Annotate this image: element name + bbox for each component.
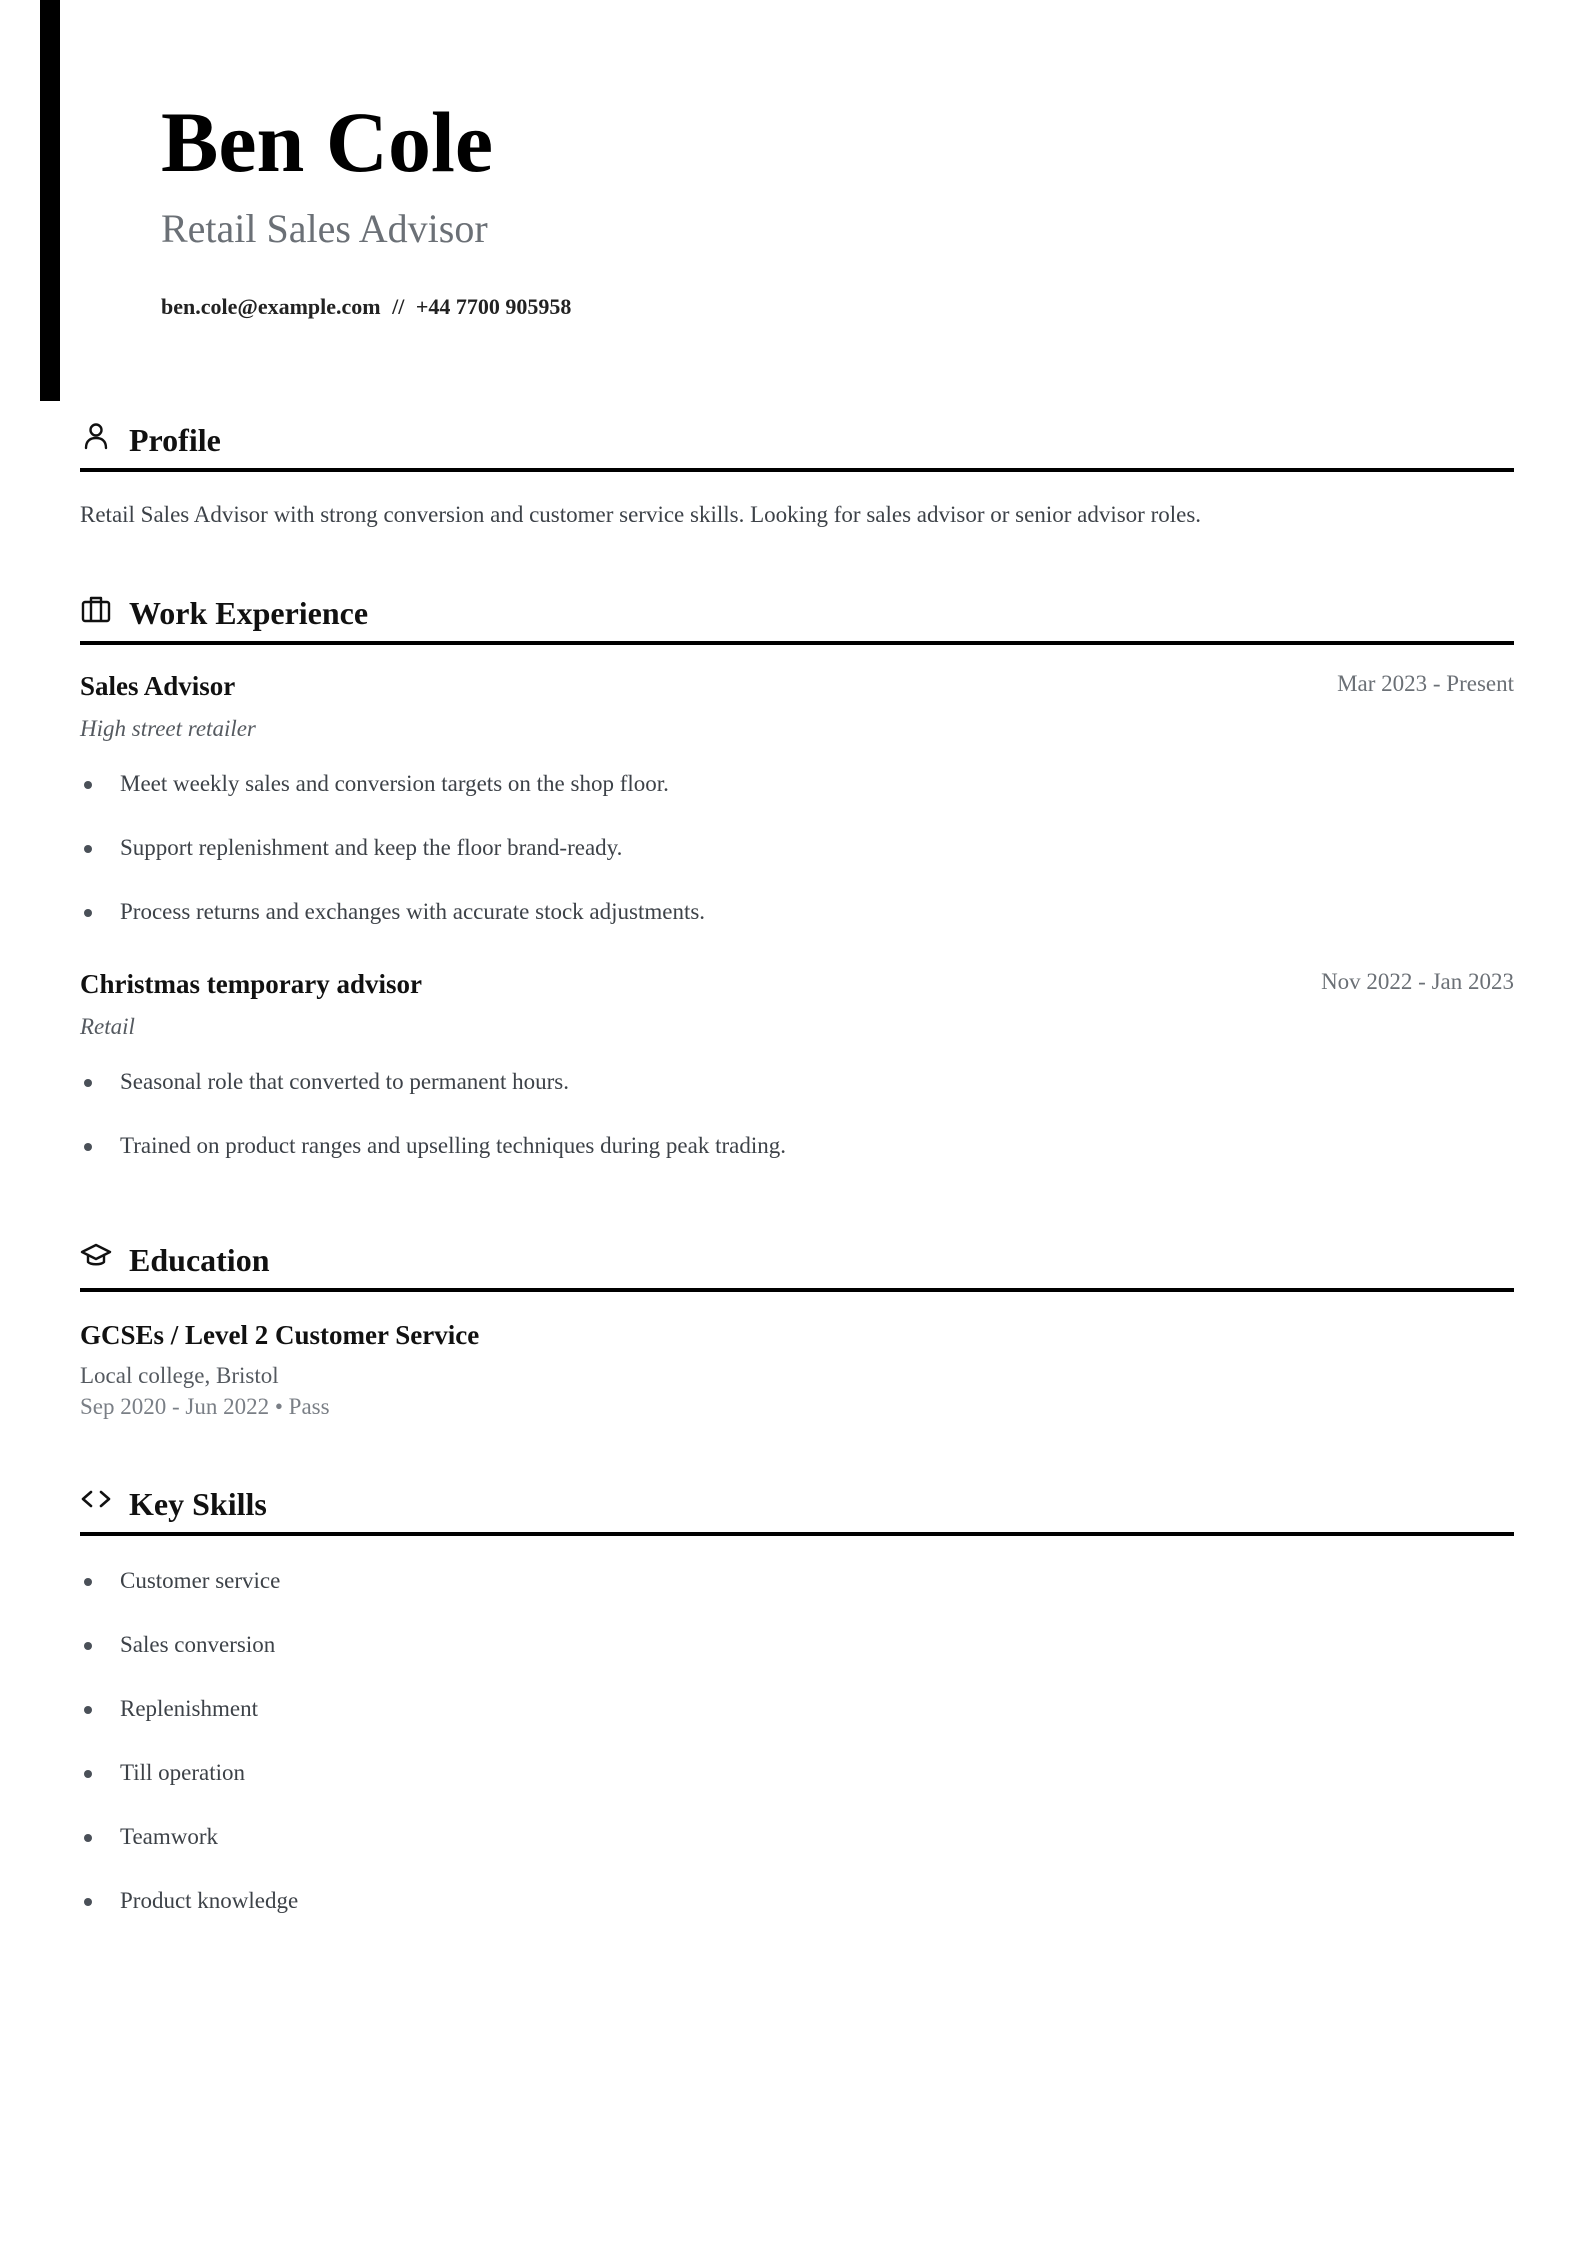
list-item: Meet weekly sales and conversion targets on the shop floor. [80, 769, 1514, 833]
skills-section [80, 1476, 1514, 1950]
profile-heading: Profile [129, 422, 221, 458]
job-bullets [80, 769, 1514, 961]
job-entry [80, 967, 1514, 1195]
profile-section [80, 412, 1514, 530]
education-entry [80, 1318, 1514, 1421]
experience-section [80, 585, 1514, 1195]
list-item: Support replenishment and keep the floor brand-ready. [80, 833, 1514, 897]
job-company: Retail [80, 1014, 135, 1039]
skills-section-header [80, 1476, 1514, 1536]
profile-summary: Retail Sales Advisor with strong conversion and customer service skills. Looking for sales advisor or senior advisor roles. [80, 502, 1202, 527]
skill-item: Teamwork [80, 1822, 1514, 1886]
education-degree: GCSEs / Level 2 Customer Service [80, 1320, 480, 1350]
education-heading: Education [129, 1242, 270, 1278]
briefcase-icon [80, 593, 112, 625]
accent-bar [40, 0, 60, 401]
experience-section-header [80, 585, 1514, 645]
list-item: Seasonal role that converted to permanent hours. [80, 1067, 1514, 1131]
job-entry [80, 669, 1514, 961]
list-item: Process returns and exchanges with accurate stock adjustments. [80, 897, 1514, 961]
skills-list [80, 1566, 1514, 1950]
list-item: Trained on product ranges and upselling techniques during peak trading. [80, 1131, 1514, 1195]
job-role: Christmas temporary advisor [80, 969, 422, 999]
education-section-header [80, 1232, 1514, 1292]
skill-item: Till operation [80, 1758, 1514, 1822]
skill-item: Replenishment [80, 1694, 1514, 1758]
job-bullets [80, 1067, 1514, 1195]
contact-phone[interactable]: +44 7700 905958 [415, 294, 572, 319]
contact-line [161, 294, 571, 320]
education-dates: Sep 2020 - Jun 2022 • Pass [80, 1394, 330, 1419]
skill-item: Sales conversion [80, 1630, 1514, 1694]
job-dates: Mar 2023 - Present [1337, 671, 1514, 696]
resume-header [161, 92, 571, 320]
experience-heading: Work Experience [129, 595, 369, 631]
job-company: High street retailer [80, 716, 256, 741]
skill-item: Customer service [80, 1566, 1514, 1630]
education-section [80, 1232, 1514, 1421]
job-role: Sales Advisor [80, 671, 236, 701]
job-dates: Nov 2022 - Jan 2023 [1321, 969, 1514, 994]
skills-heading: Key Skills [129, 1486, 267, 1522]
code-icon [80, 1484, 112, 1516]
person-icon [80, 420, 112, 452]
education-school: Local college, Bristol [80, 1363, 279, 1388]
candidate-title: Retail Sales Advisor [161, 206, 488, 251]
profile-section-header [80, 412, 1514, 472]
contact-separator: // [392, 294, 405, 319]
graduation-cap-icon [80, 1240, 112, 1272]
contact-email[interactable]: ben.cole@example.com [161, 294, 381, 319]
candidate-name: Ben Cole [161, 94, 494, 190]
skill-item: Product knowledge [80, 1886, 1514, 1950]
